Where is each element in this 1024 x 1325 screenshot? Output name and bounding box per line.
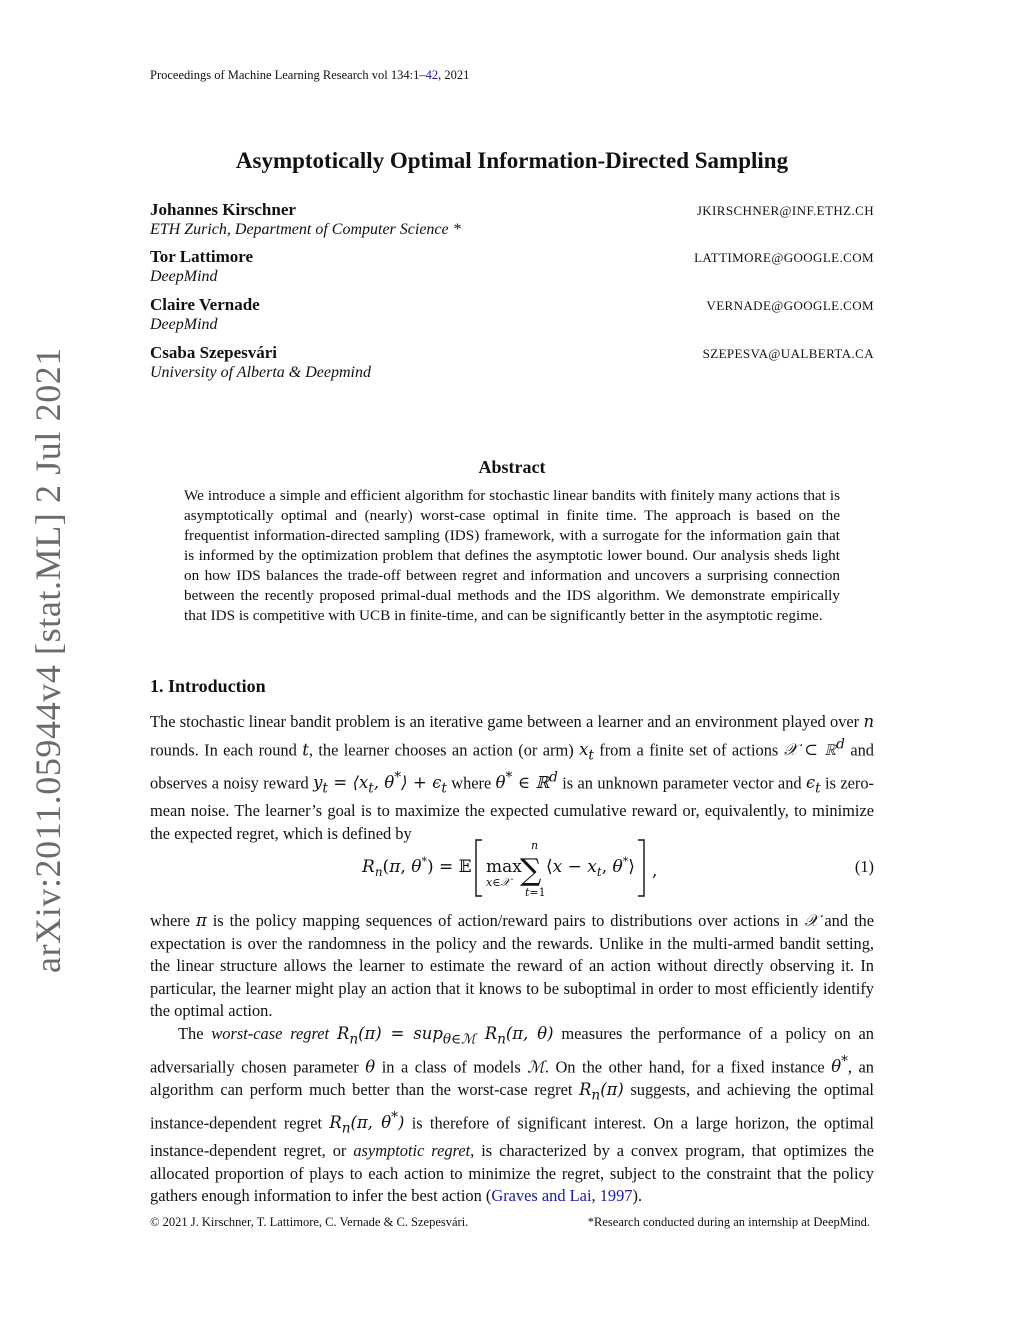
- text-run: from a finite set of actions: [599, 740, 779, 760]
- text-run: is zero-mean noise. The learner’s goal is to maximize the expected cumulative reward or, equivalently, to minimize the expected regret, which is defined by: [150, 773, 874, 843]
- term-asymptotic-regret: asymptotic regret: [353, 1141, 471, 1161]
- equation-1: [150, 836, 874, 902]
- author-email[interactable]: JKIRSCHNER@INF.ETHZ.CH: [696, 203, 874, 218]
- text-run: , an algorithm can perform much better than the worst-case regret: [150, 1057, 875, 1099]
- arxiv-stamp: [28, 346, 68, 974]
- author-email[interactable]: VERNADE@GOOGLE.COM: [706, 298, 874, 313]
- math-action-space: 𝒳: [804, 911, 819, 930]
- text-run: where: [451, 773, 492, 793]
- text-run: measures the performance of a policy on an adversarially chosen parameter: [150, 1024, 875, 1077]
- math-instance-regret: $R_n(\pi$, θ*): [329, 1109, 405, 1137]
- svg-text:x∈𝒳: x∈𝒳: [486, 876, 510, 889]
- math-x-t: $x_t$: [579, 740, 594, 764]
- svg-text:max: max: [486, 857, 522, 877]
- equation-render: [150, 836, 874, 902]
- math-theta-star: θ*: [831, 1053, 848, 1077]
- arxiv-stamp-text: arXiv:2011.05944v4 [stat.ML] 2 Jul 2021: [28, 346, 68, 974]
- text-run: is an unknown parameter vector and: [562, 773, 802, 793]
- author-affiliation: DeepMind: [150, 316, 218, 333]
- running-head-prefix: Proceedings of Machine Learning Research vol 134:1–: [150, 68, 426, 82]
- citation-year-link[interactable]: 1997: [599, 1186, 633, 1206]
- svg-text:Rn(π, θ*) = 𝔼: $R_n(\pi$, θ*) = 𝔼: [362, 855, 472, 879]
- copyright-footer: © 2021 J. Kirschner, T. Lattimore, C. Vernade & C. Szepesvári.: [150, 1215, 469, 1229]
- intro-paragraph-2: [150, 910, 874, 1023]
- text-run: , is characterized by a convex program, that optimizes the allocated proportion of plays to each action to minimize the regret, subject to the constraint that the policy gathers enough information to infer the best action (: [150, 1141, 875, 1206]
- math-n: n: [863, 712, 874, 731]
- abstract-body: We introduce a simple and efficient algorithm for stochastic linear bandits with finitely many actions that is asymptotically optimal and (nearly) worst-case optimal in finite time. The approach is based on the frequentist information-directed sampling (IDS) framework, with a surrogate for the information gain that is informed by the optimization problem that defines the asymptotic lower bound. Our analysis sheds light on how IDS balances the trade-off between regret and information and uncovers a surprising connection between the recently proposed primal-dual methods and the IDS algorithm. We demonstrate empirically that IDS is competitive with UCB in finite-time, and can be significantly better in the asymptotic regime.: [184, 487, 840, 624]
- text-run: and the expectation is over the randomness in the policy and the rewards. Unlike in the multi-armed bandit setting, the linear structure allows the learner to estimate the reward of an action without directly observing it. In particular, the learner might play an action that it knows to be suboptimal in order to most efficiently identify the optimal action.: [150, 911, 875, 1021]
- text-run: and observes a noisy reward: [150, 740, 874, 793]
- intro-paragraph-1: [150, 711, 874, 845]
- math-theta-star: θ* ∈ ℝ$^d$: [495, 769, 558, 793]
- math-t: t: [302, 740, 309, 760]
- svg-text:∑: ∑: [520, 853, 542, 888]
- section-heading-introduction: 1. Introduction: [150, 676, 266, 696]
- text-run: suggests, and achieving the optimal instance-dependent regret: [150, 1079, 874, 1133]
- author-block: [150, 295, 874, 334]
- text-run: The: [178, 1024, 204, 1043]
- svg-text:,: ,: [652, 861, 658, 881]
- text-run: ).: [632, 1186, 643, 1206]
- author-block: [150, 247, 874, 286]
- svg-text:n: n: [531, 839, 539, 852]
- author-name: Johannes Kirschner: [150, 200, 296, 219]
- author-email[interactable]: LATTIMORE@GOOGLE.COM: [694, 250, 874, 265]
- math-theta: θ: [365, 1057, 376, 1077]
- text-run: where: [150, 911, 191, 930]
- text-run: ,: [591, 1186, 600, 1206]
- author-name: Tor Lattimore: [150, 247, 254, 266]
- intro-paragraph-3: [150, 1023, 874, 1208]
- author-affiliation: University of Alberta & Deepmind: [150, 364, 371, 381]
- author-block: [150, 343, 874, 382]
- author-name: Claire Vernade: [150, 295, 260, 314]
- last-page-link[interactable]: 42: [425, 68, 439, 82]
- svg-text:t=1: t=1: [525, 886, 546, 899]
- text-run: , the learner chooses an action (or arm): [308, 740, 574, 760]
- math-epsilon-t: $\epsilon_t$: [805, 773, 821, 797]
- author-affiliation: DeepMind: [150, 268, 218, 285]
- running-head: [150, 68, 469, 83]
- text-run: rounds. In each round: [150, 740, 297, 760]
- author-email[interactable]: SZEPESVA@UALBERTA.CA: [702, 346, 874, 361]
- term-worst-case-regret: worst-case regret: [211, 1024, 330, 1043]
- abstract-heading: Abstract: [478, 457, 546, 477]
- equation-number: (1): [854, 857, 874, 876]
- author-name: Csaba Szepesvári: [150, 343, 278, 362]
- text-run: The stochastic linear bandit problem is an iterative game between a learner and an environment played over: [150, 712, 860, 731]
- citation-authors-link[interactable]: Graves and Lai: [491, 1186, 592, 1206]
- author-affiliation: ETH Zurich, Department of Computer Science *: [150, 221, 461, 238]
- math-pi: π: [196, 911, 207, 930]
- paper-title: Asymptotically Optimal Information-Directed Sampling: [235, 148, 789, 173]
- math-model-class: ℳ: [527, 1057, 545, 1077]
- math-action-set: 𝒳 ⊂ ℝ$^d$: [783, 736, 845, 760]
- author-block: [150, 200, 874, 239]
- text-run: . On the other hand, for a fixed instance: [544, 1057, 825, 1077]
- svg-text:⟨x − xt, θ*⟩: ⟨x − $x_t$, θ*⟩: [546, 855, 635, 879]
- running-head-suffix: , 2021: [438, 68, 470, 82]
- text-run: in a class of models: [381, 1057, 521, 1077]
- math-reward: $y_t$ = $⟨x_t$, θ*⟩ + $\epsilon_t$: [313, 769, 447, 797]
- text-run: is the policy mapping sequences of action/reward pairs to distributions over actions in: [212, 911, 799, 930]
- footnote: *Research conducted during an internship at DeepMind.: [587, 1215, 870, 1229]
- text-run: is therefore of significant interest. On a large horizon, the optimal instance-dependent regret, or: [150, 1113, 874, 1161]
- math-worst-case-regret: $R_n(\pi) = sup_{\theta\in ℳ}$ $R_n(\pi$, θ): [336, 1024, 554, 1048]
- math-regret-pi: $R_n(\pi)$: [579, 1079, 624, 1104]
